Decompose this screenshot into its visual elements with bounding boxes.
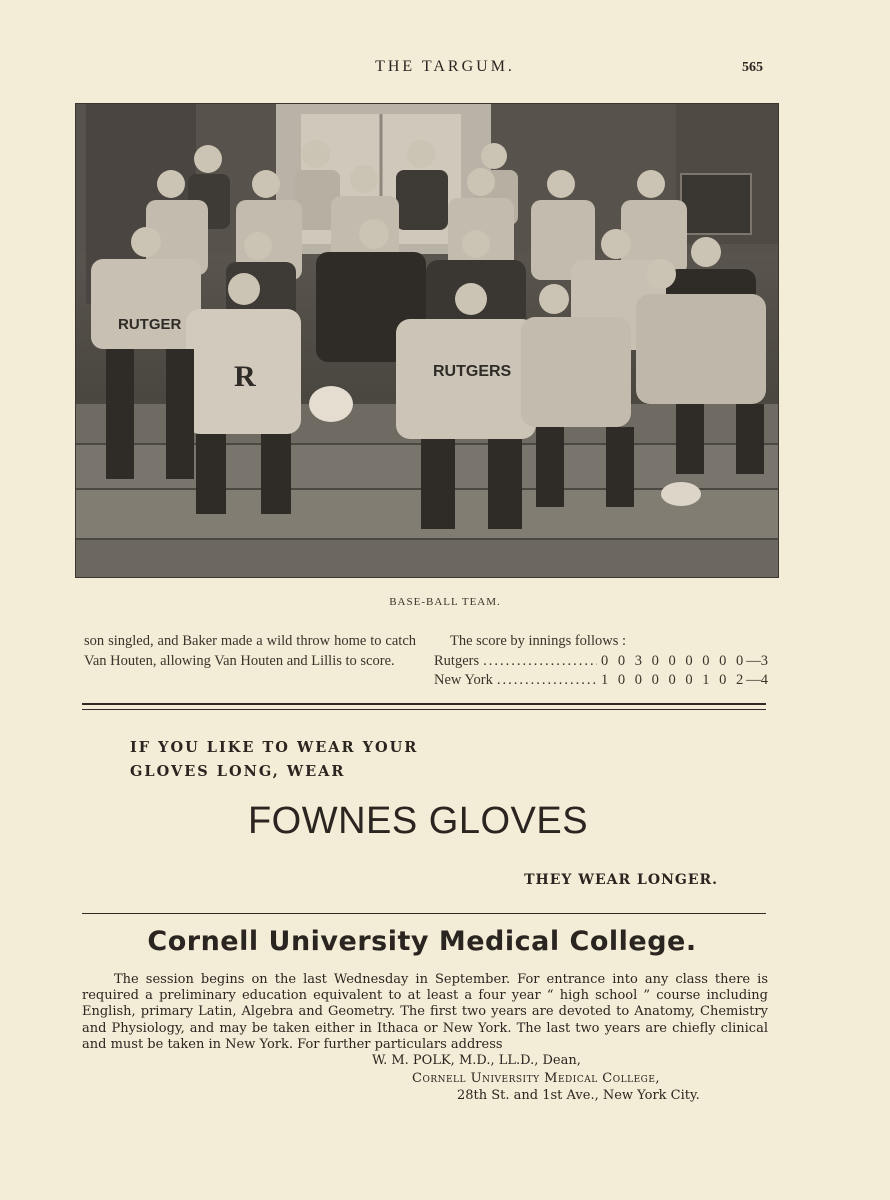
svg-text:R: R — [234, 360, 256, 393]
college-address-name: Cornell University Medical College, — [412, 1071, 661, 1086]
cap-on-step — [661, 482, 701, 506]
gloves-tagline: THEY WEAR LONGER. — [524, 872, 718, 888]
score-innings: 0 0 3 0 0 0 0 0 0 — [601, 652, 747, 669]
score-by-innings — [434, 632, 768, 691]
college-ad-paragraph: The session begins on the last Wednesday in September. For entrance into any class there is required a preliminary education equivalent to at least a four year “ high school ” course including English, primary Latin, Algebra and Geometry. The first two years are devoted to Anatomy, Chemistry and Physiology, and may be taken either in Ithaca or New York. The last two years are chiefly clinical and must be taken in New York. For further particulars address — [82, 972, 768, 1052]
score-title: The score by innings follows : — [450, 633, 626, 649]
article-paragraph: son singled, and Baker made a wild throw home to catch Van Houten, allowing Van Houten and Lillis to score. — [84, 633, 416, 669]
score-team: Rutgers — [434, 652, 480, 669]
score-row-new-york — [434, 671, 768, 691]
college-ad-title: Cornell University Medical College. — [147, 926, 697, 957]
score-total: —4 — [746, 672, 768, 688]
gloves-ad-line-2: GLOVES LONG, WEAR — [130, 763, 346, 780]
gloves-brand: FOWNES GLOVES — [247, 800, 589, 842]
cap-prop — [309, 386, 353, 422]
score-row-rutgers — [434, 652, 768, 672]
score-team: New York — [434, 672, 493, 688]
college-ad-body — [82, 972, 768, 1053]
baseball-team-photo — [75, 103, 779, 578]
photo-caption: BASE-BALL TEAM. — [389, 596, 501, 608]
gloves-ad-line-1: IF YOU LIKE TO WEAR YOUR — [130, 739, 419, 756]
leader-dots — [497, 671, 597, 691]
side-window — [681, 174, 751, 234]
college-address-dean: W. M. POLK, M.D., LL.D., Dean, — [372, 1053, 581, 1068]
score-innings: 1 0 0 0 0 0 1 0 2 — [601, 672, 747, 688]
running-head-title: THE TARGUM. — [375, 58, 515, 75]
college-address-street: 28th St. and 1st Ave., New York City. — [457, 1088, 700, 1103]
section-divider — [82, 913, 766, 914]
leader-dots — [483, 652, 597, 672]
score-total: —3 — [746, 652, 768, 669]
page-number: 565 — [742, 60, 763, 75]
article-left-column — [84, 632, 416, 671]
section-divider — [82, 703, 766, 710]
svg-text:RUTGER: RUTGER — [118, 316, 182, 333]
svg-text:RUTGERS: RUTGERS — [433, 363, 512, 380]
